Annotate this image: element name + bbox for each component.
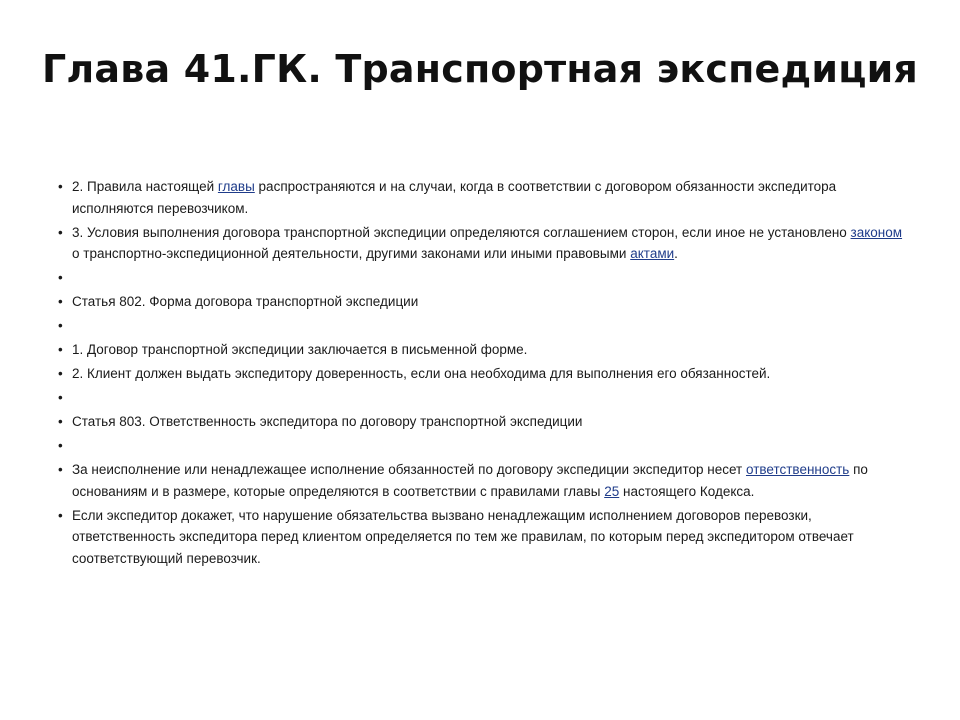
- list-item: [58, 291, 908, 313]
- article-heading: Статья 803. Ответственность экспедитора по договору транспортной экспедиции: [72, 414, 583, 429]
- article-heading: Статья 802. Форма договора транспортной экспедиции: [72, 294, 419, 309]
- bullet-dot: •: [58, 390, 63, 405]
- bullet-dot: •: [58, 179, 63, 194]
- slide-title: Глава 41.ГК. Транспортная экспедиция: [41, 47, 919, 91]
- list-item: [58, 459, 908, 502]
- list-item-empty: [58, 315, 908, 337]
- item-text: .: [674, 246, 678, 261]
- bullet-dot: •: [58, 366, 63, 381]
- list-item: [58, 339, 908, 361]
- item-text: распространяются и на случаи, когда в соответствии с договором обязанности экспедитора исполняются перевозчиком.: [72, 179, 837, 216]
- item-text: настоящего Кодекса.: [619, 483, 755, 499]
- item-text: 1. Договор транспортной экспедиции заключается в письменной форме.: [72, 342, 528, 357]
- bullet-dot: •: [58, 438, 63, 453]
- item-text: 2. Клиент должен выдать экспедитору доверенность, если она необходима для выполнения его обязанностей.: [72, 366, 771, 381]
- list-item-empty: [58, 435, 908, 457]
- list-item-empty: [58, 387, 908, 409]
- list-item: [58, 505, 908, 570]
- link-aktami[interactable]: актами: [630, 246, 675, 261]
- bullet-list: [58, 176, 908, 572]
- item-text: по основаниям и в размере, которые определяются в соответствии с правилами главы: [72, 462, 868, 499]
- bullet-dot: •: [58, 507, 63, 523]
- bullet-dot: •: [58, 270, 63, 285]
- item-text: 3. Условия выполнения договора транспортной экспедиции определяются соглашением сторон, если иное не установлено: [72, 224, 851, 240]
- link-glava-25[interactable]: 25: [604, 483, 620, 499]
- list-item: [58, 176, 908, 219]
- item-text: Если экспедитор докажет, что нарушение обязательства вызвано ненадлежащим исполнением договоров перевозки, ответственность экспедитора перед клиентом определяется по тем же правилам, по которым перед экспедитором отвечает соответствующий перевозчик.: [72, 507, 854, 566]
- item-text: За неисполнение или ненадлежащее исполнение обязанностей по договору экспедиции экспедитор несет: [72, 462, 746, 477]
- list-item: [58, 411, 908, 433]
- link-otvetstvennost[interactable]: ответственность: [745, 462, 850, 477]
- bullet-dot: •: [58, 224, 63, 240]
- item-text: 2. Правила настоящей: [72, 179, 218, 194]
- bullet-dot: •: [58, 318, 63, 333]
- bullet-dot: •: [58, 462, 63, 477]
- bullet-dot: •: [58, 414, 63, 429]
- list-item: [58, 222, 908, 265]
- bullet-dot: •: [58, 342, 63, 357]
- link-glavy[interactable]: главы: [217, 179, 255, 194]
- bullet-dot: •: [58, 294, 63, 309]
- list-item: [58, 363, 908, 385]
- link-zakonom[interactable]: законом: [850, 224, 903, 240]
- list-item-empty: [58, 267, 908, 289]
- item-text: о транспортно-экспедиционной деятельности, другими законами или иными правовыми: [72, 246, 631, 261]
